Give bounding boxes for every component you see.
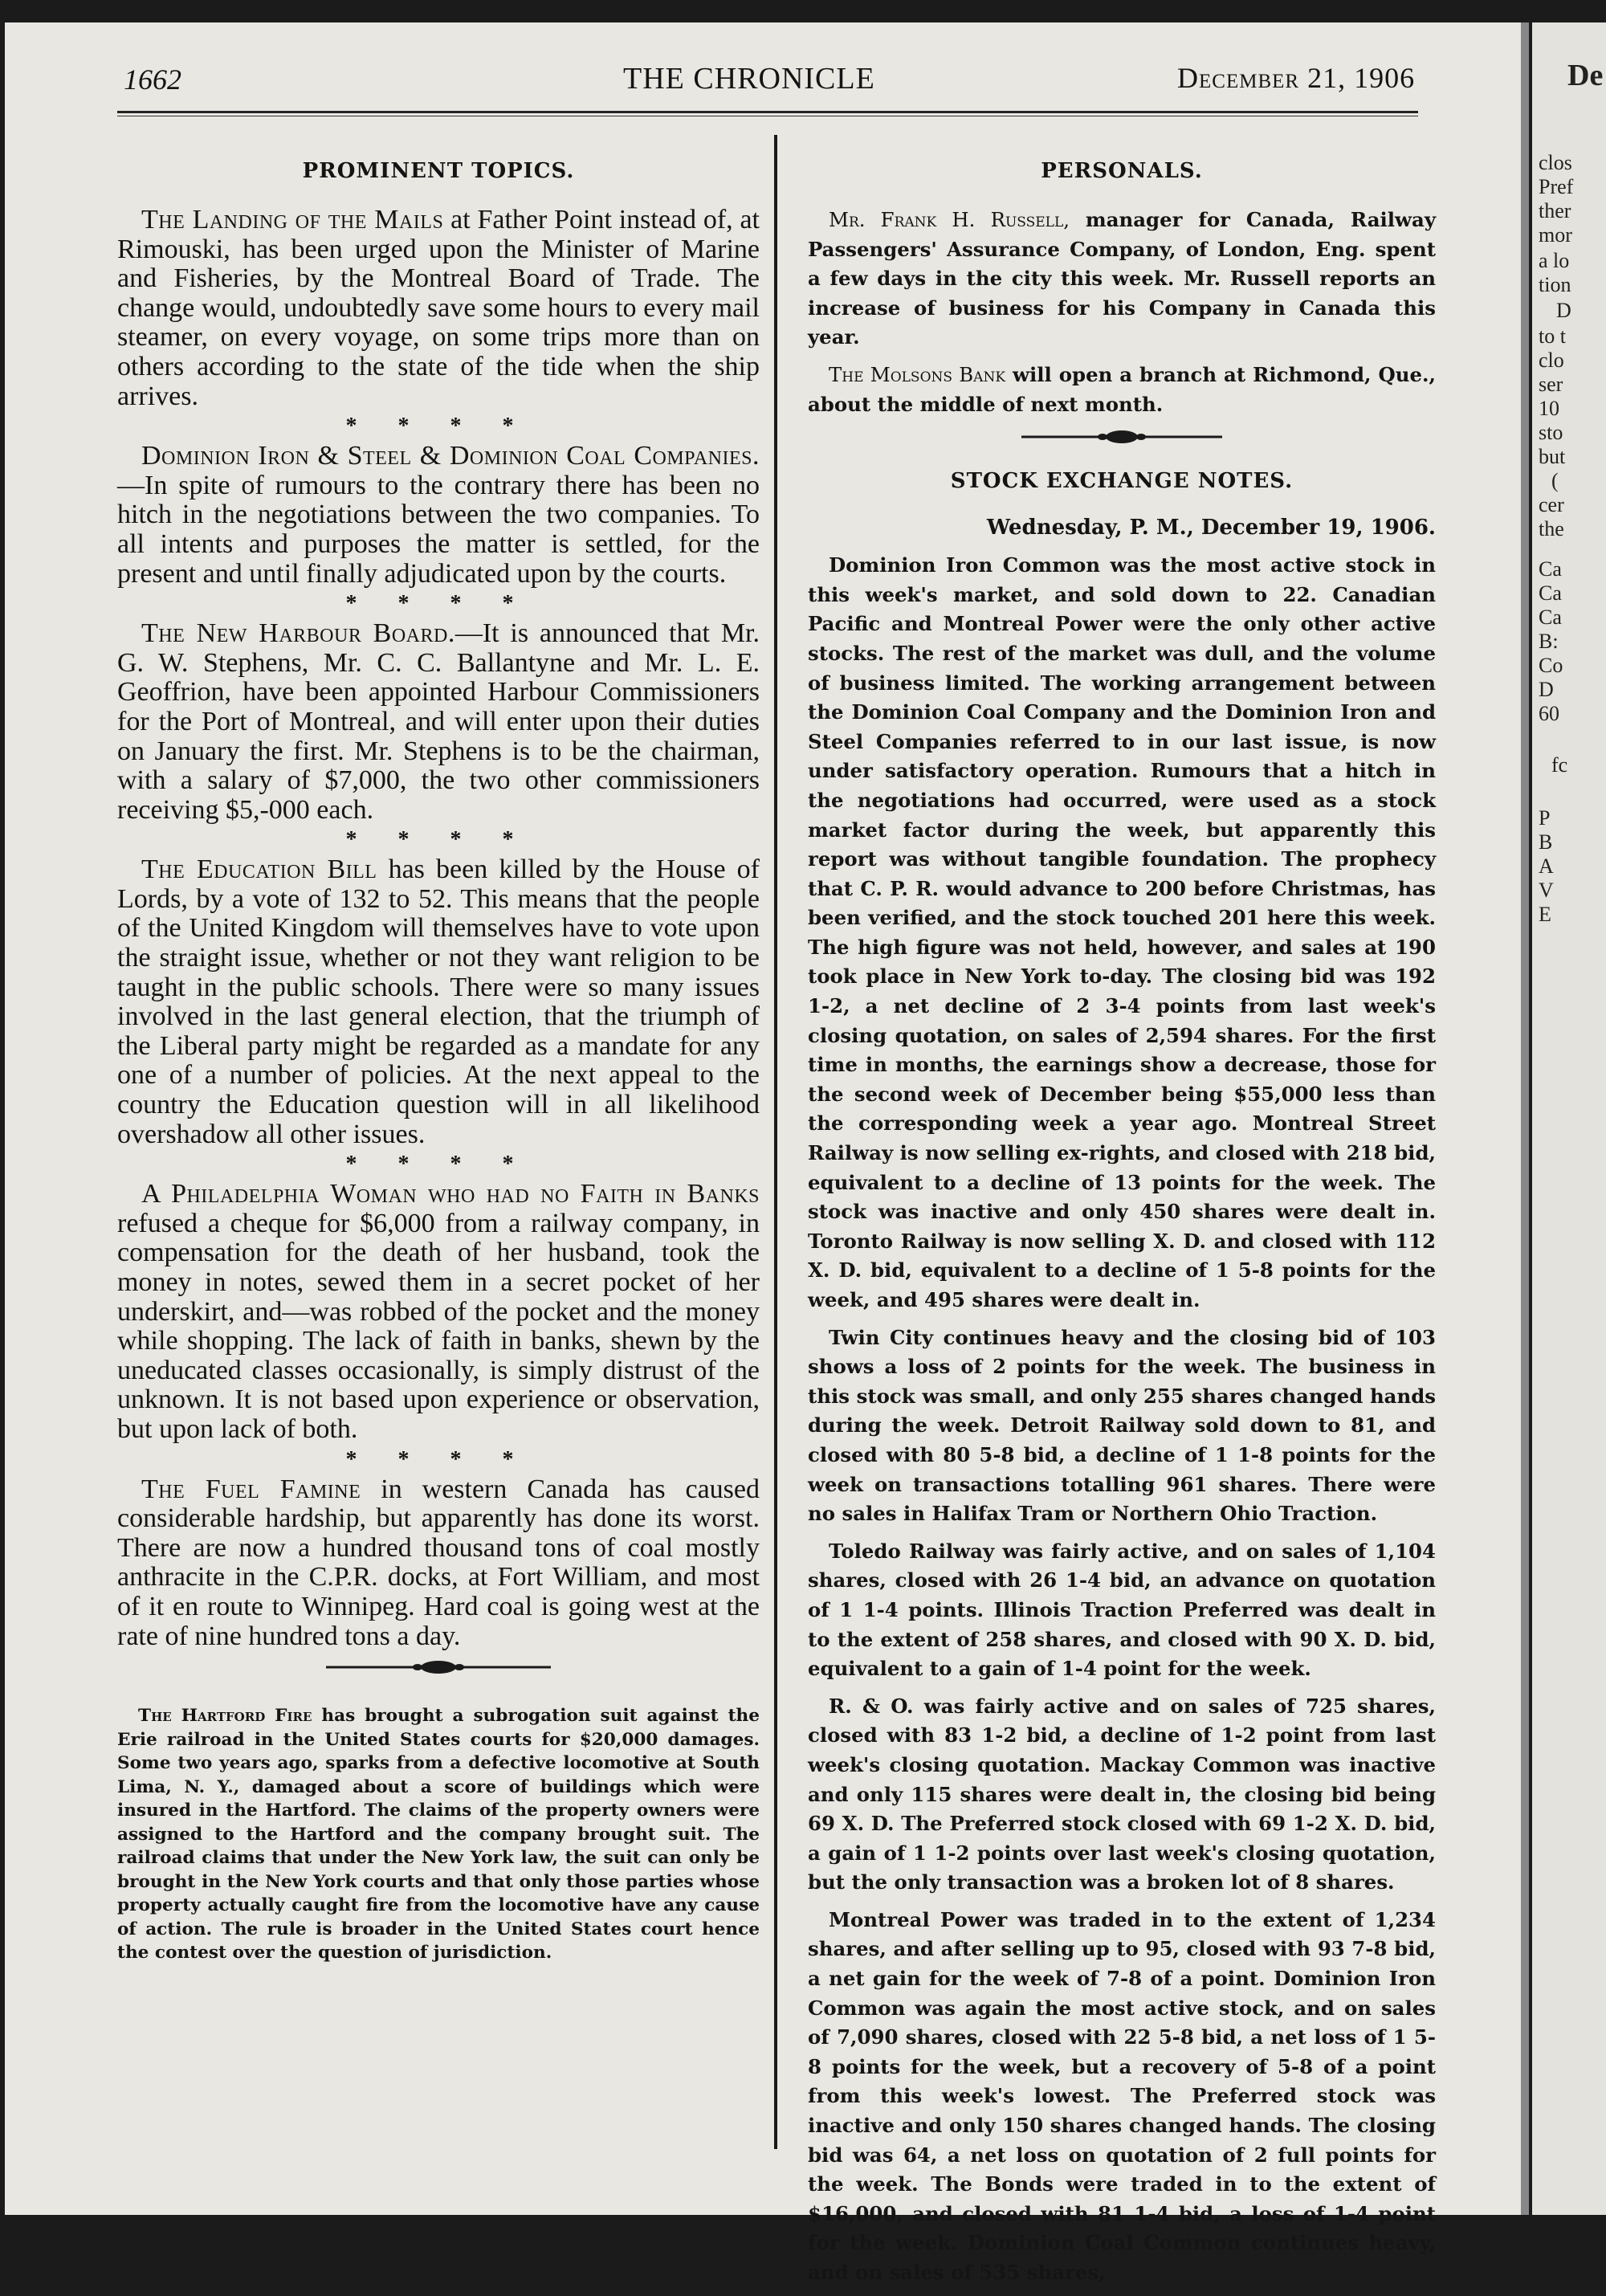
- personal-frank-russell: Mr. Frank H. Russell, manager for Canada, Railway Passengers' Assurance Company, of London, Eng. spent a few days in the city this week. Mr. Russell reports an increase of business for his Company in Canada this year.: [808, 208, 1437, 349]
- stock-paragraph: Montreal Power was traded in to the extent of 1,234 shares, and after selling up to 95, closed with 93 7-8 bid, a net gain for the week of 7-8 of a point. Dominion Iron Common was again the most active stock, and on sales of 7,090 shares, closed with 22 5-8 bid, a net loss of 1 5-8 points for the week, but a recovery of 5-8 of a point from this week's lowest. The Preferred stock was inactive and only 150 shares changed hands. The closing bid was 64, a net loss on quotation of 2 full points for the week. The Bonds were traded in to the extent of $16,000, and closed with 81 1-4 bid, a loss of 1-4 point for the week. Dominion Coal Common continues heavy, and on sales of 535 shares,: [808, 1907, 1436, 2284]
- adjacent-text-fragment: D: [1539, 678, 1554, 701]
- separator-stars: * * * *: [345, 827, 532, 853]
- ornament-divider: [117, 1658, 760, 1690]
- left-column: [117, 151, 760, 1965]
- adjacent-text-fragment: (: [1551, 469, 1559, 492]
- adjacent-text-fragment: mor: [1539, 223, 1572, 247]
- topic-education-bill: The Education Bill has been killed by the House of Lords, by a vote of 132 to 52. This means that the people of the United Kingdom will themselves have to vote upon the straight issue, whether or not they want religion to be taught in the public schools. There were so many issues involved in the last general election, that the triumph of the Liberal party might be regarded as a mandate for any one of a number of policies. At the next appeal to the country the Education question will in all likelihood overshadow all other issues.: [117, 854, 760, 1149]
- adjacent-text-fragment: 10: [1539, 397, 1559, 420]
- issue-date: December 21, 1906: [1177, 62, 1416, 94]
- adjacent-text-fragment: Ca: [1539, 581, 1562, 605]
- adjacent-text-fragment: the: [1539, 517, 1564, 540]
- ornament-divider: [808, 427, 1436, 459]
- stock-paragraph: Dominion Iron Common was the most active stock in this week's market, and sold down to 22. Canadian Pacific and Montreal Power were the only other active stocks. The rest of the market was dull, and the volume of business limited. The working arrangement between the Dominion Coal Company and the Dominion Iron and Steel Companies referred to in our last issue, is now under satisfactory operation. Rumours that a hitch in the negotiations had occurred, were used as a stock market factor during the week, but apparently this report was without tangible foundation. The prophecy that C. P. R. would advance to 200 before Christmas, has been verified, and the stock touched 201 here this week. The high figure was not held, however, and sales at 190 took place in New York to-day. The closing bid was 192 1-2, a net decline of 2 3-4 points from last week's closing quotation, on sales of 2,594 shares. For the first time in months, the earnings show a decrease, those for the second week of December being $55,000 less than the corresponding week a year ago. Montreal Street Railway is now selling ex-rights, and closed with 218 bid, equivalent to a decline of 13 points for the week. The stock was inactive and only 450 shares were dealt in. Toronto Railway is now selling X. D. and closed with 112 X. D. bid, equivalent to a decline of 1 5-8 points for the week, and 495 shares were dealt in.: [808, 553, 1436, 1311]
- adjacent-page-header: De: [1567, 59, 1604, 92]
- stock-paragraph: Twin City continues heavy and the closing bid of 103 shows a loss of 2 points for the week. The business in this stock was small, and only 255 shares changed hands during the week. Detroit Railway sold down to 81, and closed with 80 5-8 bid, a decline of 1 1-8 points for the week on transactions totalling 961 shares. There were no sales in Halifax Tram or Northern Ohio Traction.: [808, 1325, 1436, 1526]
- adjacent-text-fragment: clos: [1539, 151, 1572, 174]
- topic-dominion-iron-coal: Dominion Iron & Steel & Dominion Coal Companies.—In spite of rumours to the contrary there has been no hitch in the negotiations between the two companies. To all intents and purposes the matter is settled, for the present and until finally adjudicated upon by the courts.: [117, 441, 760, 589]
- adjacent-text-fragment: clo: [1539, 349, 1564, 372]
- adjacent-text-fragment: Co: [1539, 654, 1563, 677]
- adjacent-text-fragment: ther: [1539, 199, 1571, 222]
- separator-stars: * * * *: [345, 414, 532, 439]
- separator-stars: * * * *: [345, 1152, 532, 1177]
- stock-dateline: Wednesday, P. M., December 19, 1906.: [986, 516, 1436, 540]
- stock-paragraph: R. & O. was fairly active and on sales of 725 shares, closed with 83 1-2 bid, a decline of 1-2 point from last week's closing quotation. Mackay Common was inactive and only 115 shares were dealt in, the closing bid being 69 X. D. The Preferred stock closed with 69 1-2 X. D. bid, a gain of 1 1-2 points over last week's closing quotation, but the only transaction was a broken lot of 8 shares.: [808, 1694, 1436, 1894]
- publication-title: THE CHRONICLE: [623, 62, 875, 96]
- topic-philadelphia-woman: A Philadelphia Woman who had no Faith in Banks refused a cheque for $6,000 from a railway company, in compensation for the death of her husband, took the money in notes, sewed them in a secret pocket of her underskirt, and—was robbed of the pocket and the money while shopping. The lack of faith in banks, shewn by the uneducated classes occasionally, is simply distrust of the unknown. It is not based upon experience or observation, but upon lack of both.: [117, 1179, 760, 1444]
- adjacent-text-fragment: ser: [1539, 373, 1563, 396]
- adjacent-text-fragment: Ca: [1539, 557, 1562, 581]
- page-gutter-shadow: [1521, 22, 1529, 2215]
- column-divider: [774, 135, 777, 2149]
- adjacent-text-fragment: tion: [1539, 273, 1571, 296]
- separator-stars: * * * *: [345, 591, 532, 617]
- adjacent-text-fragment: a lo: [1539, 249, 1570, 272]
- page-number: 1662: [124, 63, 181, 96]
- adjacent-text-fragment: B:: [1539, 630, 1559, 653]
- adjacent-text-fragment: but: [1539, 445, 1566, 468]
- header-rule: [117, 111, 1418, 113]
- personal-molsons-bank: The Molsons Bank will open a branch at Richmond, Que., about the middle of next month.: [808, 362, 1436, 416]
- adjacent-text-fragment: to t: [1539, 324, 1566, 348]
- adjacent-text-fragment: cer: [1539, 493, 1564, 516]
- section-title-prominent-topics: PROMINENT TOPICS.: [302, 159, 575, 183]
- adjacent-text-fragment: D: [1556, 299, 1571, 322]
- adjacent-text-fragment: Ca: [1539, 606, 1562, 629]
- topic-new-harbour-board: The New Harbour Board.—It is announced that Mr. G. W. Stephens, Mr. C. C. Ballantyne and Mr. L. E. Geoffrion, have been appointed Harbour Commissioners for the Port of Montreal, and will enter upon their duties on January the first. Mr. Stephens is to be the chairman, with a salary of $7,000, the two other commissioners receiving $5,-000 each.: [117, 618, 760, 825]
- adjacent-text-fragment: V: [1539, 879, 1554, 902]
- topic-landing-of-mails: The Landing of the Mails at Father Point instead of, at Rimouski, has been urged upon the Minister of Marine and Fisheries, by the Montreal Board of Trade. The change would, undoubtedly save some hours to every mail steamer, on every voyage, on some trips more than on others according to the state of the tide when the ship arrives.: [117, 205, 760, 411]
- adjacent-text-fragment: P: [1539, 806, 1551, 830]
- right-column: [808, 151, 1436, 2296]
- section-title-stock-exchange-notes: STOCK EXCHANGE NOTES.: [950, 469, 1294, 494]
- stock-paragraph: Toledo Railway was fairly active, and on sales of 1,104 shares, closed with 26 1-4 bid, an advance on quotation of 1 1-4 points. Illinois Traction Preferred was dealt in to the extent of 258 shares, and closed with 90 X. D. bid, equivalent to a gain of 1-4 point for the week.: [808, 1539, 1436, 1681]
- running-head: [5, 22, 1527, 111]
- adjacent-text-fragment: Pref: [1539, 175, 1574, 198]
- separator-stars: * * * *: [345, 1446, 532, 1472]
- adjacent-text-fragment: 60: [1539, 702, 1559, 725]
- adjacent-page-edge: [1532, 22, 1606, 2215]
- newspaper-page: [5, 22, 1527, 2284]
- news-item-hartford-fire: The Hartford Fire has brought a subrogation suit against the Erie railroad in the United States courts for $20,000 damages. Some two years ago, sparks from a defective locomotive at South Lima, N. Y., damaged about a score of buildings which were insured in the Hartford. The claims of the property owners were assigned to the Hartford and the company brought suit. The railroad claims that under the New York law, the suit can only be brought in the New York courts and that only those parties whose property actually caught fire from the locomotive have any cause of action. The rule is broader in the United States court hence the contest over the question of jurisdiction.: [117, 1706, 760, 1964]
- adjacent-text-fragment: E: [1539, 903, 1551, 926]
- section-title-personals: PERSONALS.: [1041, 159, 1203, 183]
- adjacent-text-fragment: sto: [1539, 421, 1563, 444]
- adjacent-text-fragment: fc: [1551, 753, 1568, 777]
- topic-fuel-famine: The Fuel Famine in western Canada has caused considerable hardship, but apparently has done its worst. There are now a hundred thousand tons of coal mostly anthracite in the C.P.R. docks, at Fort William, and most of it en route to Winnipeg. Hard coal is going west at the rate of nine hundred tons a day.: [117, 1474, 760, 1651]
- adjacent-text-fragment: A: [1539, 854, 1554, 878]
- adjacent-text-fragment: B: [1539, 830, 1553, 854]
